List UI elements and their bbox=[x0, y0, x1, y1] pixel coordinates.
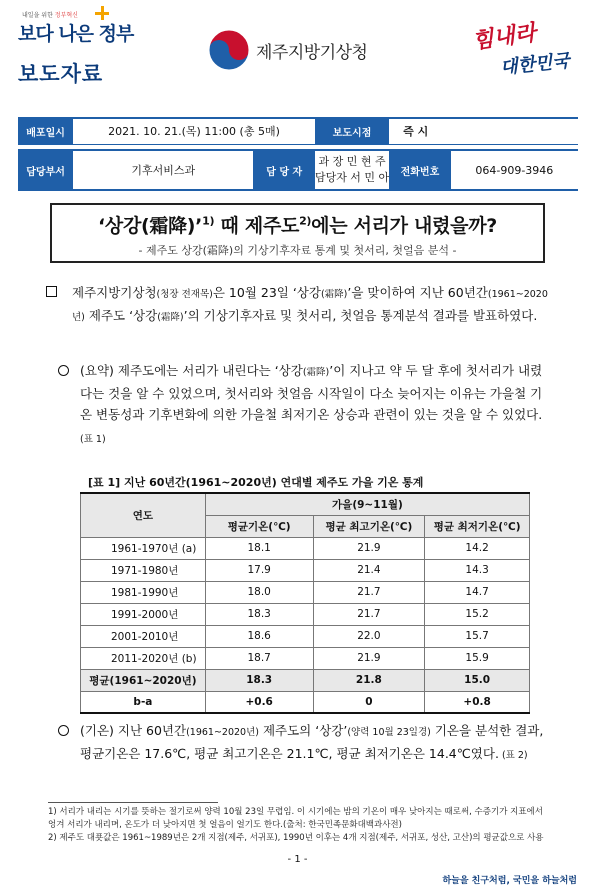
release-info-table bbox=[18, 117, 578, 191]
table-row: 1991-2000년 18.3 21.7 15.2 bbox=[81, 603, 530, 625]
circle-bullet-icon bbox=[58, 365, 69, 376]
release-date-value: 2021. 10. 21.(목) 11:00 (총 5매) bbox=[73, 118, 315, 144]
square-bullet-icon bbox=[46, 286, 57, 297]
page-number: - 1 - bbox=[287, 854, 308, 865]
footnote-divider bbox=[48, 802, 218, 803]
footer-slogan: 하늘을 친구처럼, 국민을 하늘처럼 bbox=[442, 876, 577, 886]
col-header-autumn: 가을(9~11월) bbox=[205, 493, 529, 515]
headline: ‘상강(霜降)’$^{1)}$ 때 제주도$^{2)}$에는 서리가 내렸을까? bbox=[97, 214, 497, 237]
taegeuk-emblem-icon bbox=[207, 28, 251, 72]
table-caption: [표 1] 지난 60년간(1961~2020년) 연대별 제주도 가을 기온 통계 bbox=[88, 476, 424, 489]
dept-label: 담당부서 bbox=[18, 150, 73, 190]
agency-name: 제주지방기상청 bbox=[256, 43, 368, 63]
col-header-avg: 평균기온(℃) bbox=[205, 515, 313, 537]
footnote-1: 1) 서리가 내리는 시기를 뜻하는 절기로써 양력 10월 23일 무렵임. 이 시기에는 밤의 기온이 매우 낮아지는 때로써, 수증기가 지표에서 엉겨 서리가 내리며, 온도가 더 낮아지면 첫 얼음이 얼기도 한다.(출처: 한국민족문화대백과사전) bbox=[48, 807, 543, 830]
circle-bullet-icon bbox=[58, 725, 69, 736]
gov-slogan: 내일을 위한 정부혁신 bbox=[22, 12, 78, 19]
headline-box bbox=[50, 203, 545, 263]
paragraph-intro: 제주지방기상청(청장 전재목)은 10월 23일 ‘상강(霜降)’을 맞이하여 지난 60년간(1961~2020년) 제주도 ‘상강(霜降)’의 기상기후자료 및 첫서리, 첫얼음 통계분석 결과를 발표하였다. bbox=[48, 282, 548, 328]
table-row: 1961-1970년 (a) 18.1 21.9 14.2 bbox=[81, 537, 530, 559]
table-row-average: 평균(1961~2020년) 18.3 21.8 15.0 bbox=[81, 669, 530, 691]
plus-icon bbox=[95, 6, 109, 20]
slogan-line-1: 힘내라 bbox=[470, 19, 538, 55]
col-header-min: 평균 최저기온(℃) bbox=[425, 515, 530, 537]
table-row: 2001-2010년 18.6 22.0 15.7 bbox=[81, 625, 530, 647]
paragraph-summary: (요약) 제주도에는 서리가 내린다는 ‘상강(霜降)’이 지나고 약 두 달 후에 첫서리가 내렸다는 것을 알 수 있었으며, 첫서리와 첫얼음 시작일이 다소 늦어지는 이유는 가을철 기온 변동성과 기후변화에 의한 가을철 최저기온 상승과 관련이 있는 것을 알 수 있었다. (표 1) bbox=[58, 360, 546, 450]
embargo-label: 보도시점 bbox=[315, 118, 389, 144]
phone-value: 064-909-3946 bbox=[451, 150, 578, 190]
table-row: 1981-1990년 18.0 21.7 14.7 bbox=[81, 581, 530, 603]
autumn-temperature-table bbox=[80, 492, 530, 714]
press-release-title: 보도자료 bbox=[18, 62, 104, 86]
gov-logo: 보다 나은 정부 bbox=[18, 23, 134, 45]
table-row: 2011-2020년 (b) 18.7 21.9 15.9 bbox=[81, 647, 530, 669]
slogan-line-2: 대한민국 bbox=[499, 50, 571, 79]
footnote-2: 2) 제주도 대푯값은 1961~1989년은 2개 지점(제주, 서귀포), 1990년 이후는 4개 지점(제주, 서귀포, 성산, 고산)의 평균값으로 사용 bbox=[48, 833, 544, 843]
embargo-value: 즉 시 bbox=[389, 118, 578, 144]
header bbox=[0, 0, 595, 100]
subheadline: - 제주도 상강(霜降)의 기상기후자료 통계 및 첫서리, 첫얼음 분석 - bbox=[138, 244, 457, 257]
person-value: 과 장 민 현 주 담당자 서 민 아 bbox=[315, 150, 389, 190]
paragraph-temperature: (기온) 지난 60년간(1961~2020년) 제주도의 ‘상강’(양력 10월 23일경) 기온을 분석한 결과, 평균기온은 17.6℃, 평균 최고기온은 21.1℃, 평균 최저기온은 14.4℃였다. (표 2) bbox=[58, 720, 546, 766]
person-label: 담 당 자 bbox=[253, 150, 315, 190]
col-header-max: 평균 최고기온(℃) bbox=[313, 515, 425, 537]
table-row-difference: b-a +0.6 0 +0.8 bbox=[81, 691, 530, 713]
slogan-logo bbox=[472, 20, 582, 84]
table-row: 1971-1980년 17.9 21.4 14.3 bbox=[81, 559, 530, 581]
col-header-year: 연도 bbox=[81, 493, 206, 537]
dept-value: 기후서비스과 bbox=[73, 150, 253, 190]
phone-label: 전화번호 bbox=[389, 150, 451, 190]
release-date-label: 배포일시 bbox=[18, 118, 73, 144]
